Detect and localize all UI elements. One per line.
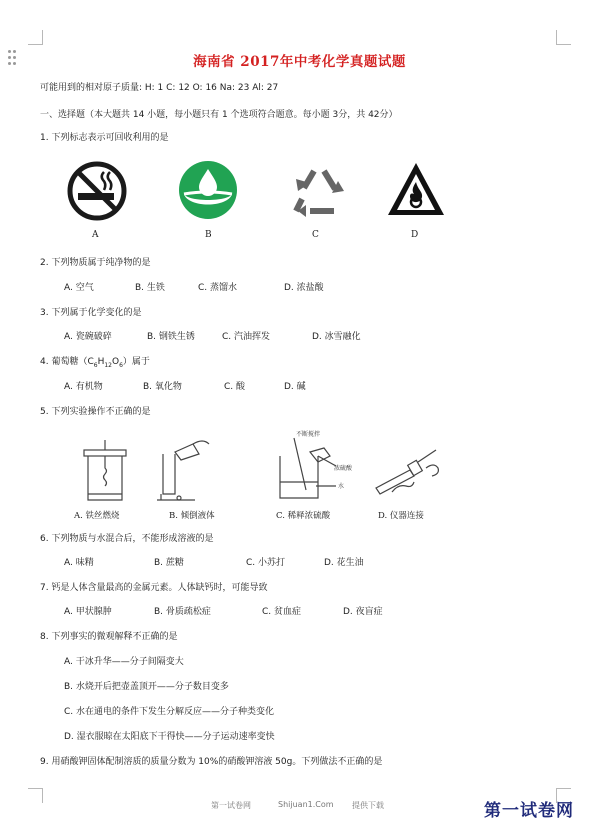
- q8-option-d[interactable]: D. 湿衣服晾在太阳底下干得快——分子运动速率变快: [64, 732, 275, 742]
- question-7-stem: 7. 钙是人体含量最高的金属元素。人体缺钙时，可能导致: [40, 583, 268, 593]
- q2-option-c[interactable]: C. 蒸馏水: [198, 283, 238, 293]
- q3-option-d[interactable]: D. 冰雪融化: [312, 332, 361, 342]
- page-title: 海南省 2017年中考化学真题试题: [193, 54, 406, 70]
- q4-option-d[interactable]: D. 碱: [284, 382, 306, 392]
- q4-mid-1: H: [97, 357, 105, 367]
- instrument-connect-diagram: [370, 448, 448, 498]
- water-saving-icon: [178, 160, 238, 220]
- q5-caption-a: A. 铁丝燃烧: [74, 511, 120, 521]
- q7-option-c[interactable]: C. 贫血症: [262, 607, 302, 617]
- option-c-label: C: [312, 230, 319, 240]
- q2-option-a[interactable]: A. 空气: [64, 283, 94, 293]
- q3-option-b[interactable]: B. 钢铁生锈: [147, 332, 195, 342]
- q6-option-b[interactable]: B. 蔗糖: [154, 558, 184, 568]
- q4-option-c[interactable]: C. 酸: [224, 382, 246, 392]
- option-b-label: B: [205, 230, 212, 240]
- q6-option-d[interactable]: D. 花生油: [324, 558, 364, 568]
- crop-mark-top-right: [556, 30, 571, 45]
- q5-caption-b: B. 倾倒液体: [169, 511, 215, 521]
- q5-caption-d: D. 仪器连接: [378, 511, 424, 521]
- q8-option-b[interactable]: B. 水烧开后把壶盖顶开——分子数目变多: [64, 682, 229, 692]
- q4-mid-2: O: [111, 357, 120, 367]
- q4-sub-2: 12: [104, 361, 112, 369]
- brand-watermark: 第一试卷网: [484, 801, 574, 821]
- no-smoking-icon: [66, 160, 128, 222]
- option-d-label: D: [411, 230, 419, 240]
- section-heading: 一、选择题（本大题共 14 小题，每小题只有 1 个选项符合题意。每小题 3分，共 42分）: [40, 110, 398, 120]
- q3-option-c[interactable]: C. 汽油挥发: [222, 332, 271, 342]
- stir-label: 不断搅拌: [296, 431, 321, 438]
- crop-mark-bottom-left: [28, 788, 43, 803]
- footer-site-url[interactable]: Shijuan1.Com: [278, 800, 334, 809]
- q2-option-b[interactable]: B. 生铁: [135, 283, 165, 293]
- iron-wire-burning-diagram: [76, 438, 134, 506]
- q4-sub-3: 6: [119, 361, 123, 369]
- q7-option-b[interactable]: B. 骨质疏松症: [154, 607, 211, 617]
- question-9-stem: 9. 用硝酸钾固体配制溶质的质量分数为 10%的硝酸钾溶液 50g。下列做法不正确的是: [40, 757, 383, 767]
- footer-site-name: 第一试卷网: [211, 801, 251, 810]
- q5-caption-c: C. 稀释浓硫酸: [276, 511, 331, 521]
- q4-option-b[interactable]: B. 氧化物: [143, 382, 182, 392]
- footer-download: 提供下载: [352, 801, 384, 810]
- q4-sub-1: 6: [93, 361, 98, 369]
- q4-option-a[interactable]: A. 有机物: [64, 382, 103, 392]
- q4-stem-pre: 4. 葡萄糖（C: [40, 357, 94, 367]
- q6-option-c[interactable]: C. 小苏打: [246, 558, 286, 568]
- crop-mark-top-left: [28, 30, 43, 45]
- question-3-stem: 3. 下列属于化学变化的是: [40, 308, 142, 318]
- acid-label: 浓硫酸: [334, 465, 353, 472]
- question-2-stem: 2. 下列物质属于纯净物的是: [40, 258, 151, 268]
- question-5-stem: 5. 下列实验操作不正确的是: [40, 407, 151, 417]
- question-4-stem: [40, 356, 150, 372]
- water-label: 水: [338, 483, 345, 490]
- atomic-masses: 可能用到的相对原子质量: H: 1 C: 12 O: 16 Na: 23 Al: 27: [40, 83, 279, 93]
- q7-option-a[interactable]: A. 甲状腺肿: [64, 607, 112, 617]
- dilute-acid-diagram: [266, 426, 354, 506]
- pour-liquid-diagram: [155, 434, 221, 506]
- option-a-label: A: [92, 230, 99, 240]
- q4-stem-post: ）属于: [122, 357, 150, 367]
- q3-option-a[interactable]: A. 瓷碗破碎: [64, 332, 112, 342]
- question-1-stem: 1. 下列标志表示可回收利用的是: [40, 133, 169, 143]
- q6-option-a[interactable]: A. 味精: [64, 558, 94, 568]
- q8-option-c[interactable]: C. 水在通电的条件下发生分解反应——分子种类变化: [64, 707, 275, 717]
- recycling-icon: [290, 163, 350, 219]
- question-8-stem: 8. 下列事实的微观解释不正确的是: [40, 632, 178, 642]
- question-6-stem: 6. 下列物质与水混合后，不能形成溶液的是: [40, 534, 214, 544]
- oxidizer-hazard-icon: [385, 160, 447, 218]
- q7-option-d[interactable]: D. 夜盲症: [343, 607, 383, 617]
- q8-option-a[interactable]: A. 干冰升华——分子间隔变大: [64, 657, 184, 667]
- q2-option-d[interactable]: D. 浓盐酸: [284, 283, 324, 293]
